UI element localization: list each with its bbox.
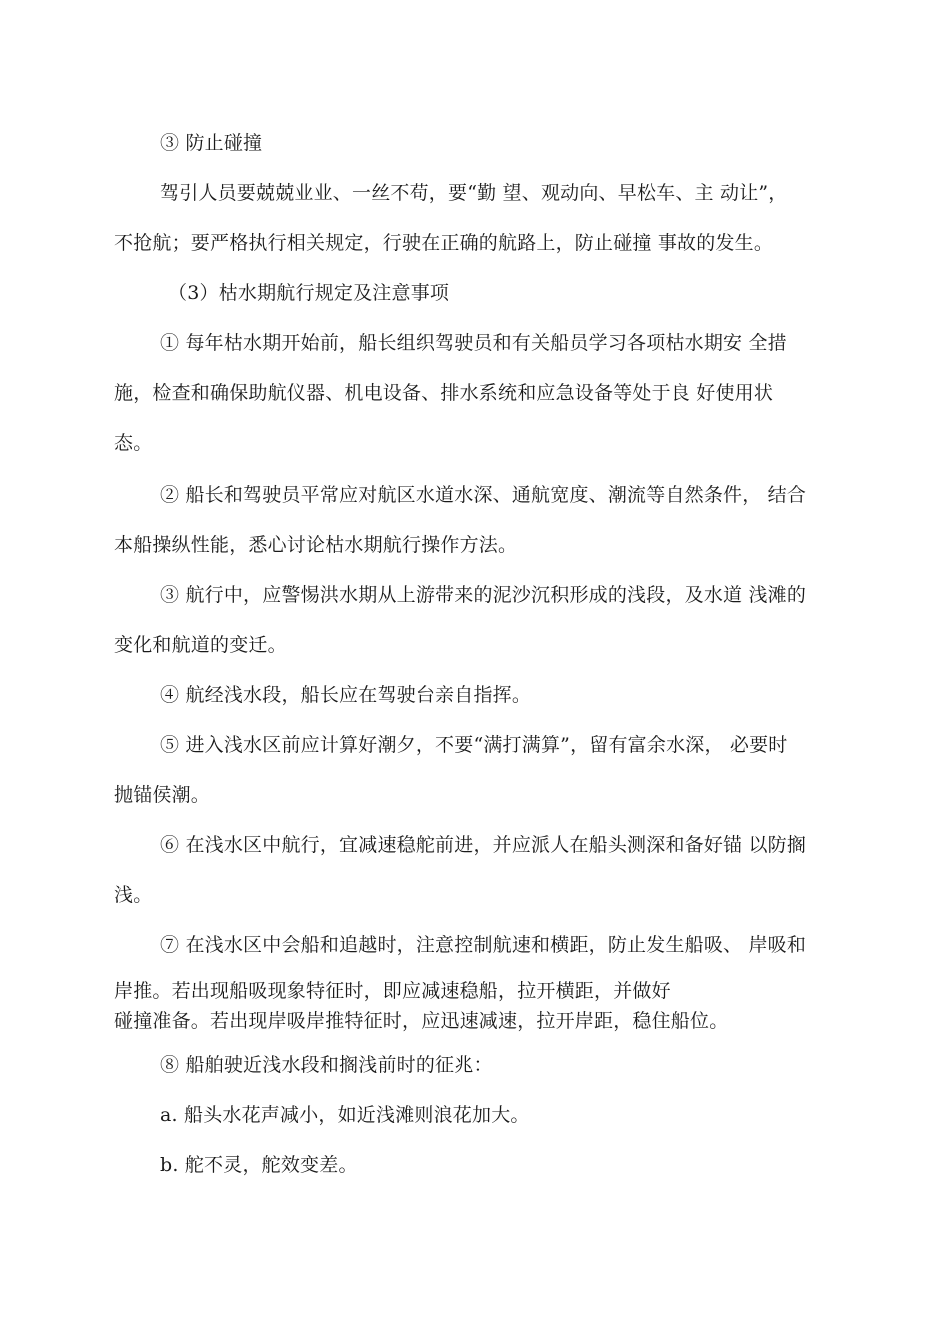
paragraph-line: ① 每年枯水期开始前，船长组织驾驶员和有关船员学习各项枯水期安 全措 bbox=[160, 332, 787, 354]
paragraph-line: 本船操纵性能，悉心讨论枯水期航行操作方法。 bbox=[114, 534, 518, 556]
paragraph-line: 态。 bbox=[114, 432, 153, 454]
paragraph-line: 岸推。若出现船吸现象特征时，即应减速稳船，拉开横距，并做好 bbox=[114, 980, 671, 1002]
paragraph-line: 抛锚侯潮。 bbox=[114, 784, 211, 806]
paragraph-line: 变化和航道的变迁。 bbox=[114, 634, 287, 656]
paragraph-line: 浅。 bbox=[114, 884, 153, 906]
paragraph-line: ③ 航行中，应警惕洪水期从上游带来的泥沙沉积形成的浅段，及水道 浅滩的 bbox=[160, 584, 807, 606]
list-item-b: b. 舵不灵，舵效变差。 bbox=[160, 1154, 358, 1176]
paragraph-line: 不抢航；要严格执行相关规定，行驶在正确的航路上，防止碰撞 事故的发生。 bbox=[114, 232, 774, 254]
list-item-a: a. 船头水花声减小，如近浅滩则浪花加大。 bbox=[160, 1104, 530, 1126]
heading-prevent-collision: ③ 防止碰撞 bbox=[160, 132, 263, 154]
paragraph-line: 驾引人员要兢兢业业、一丝不苟，要“勤 望、观动向、早松车、主 动让”， bbox=[160, 182, 788, 204]
paragraph-line: ④ 航经浅水段，船长应在驾驶台亲自指挥。 bbox=[160, 684, 532, 706]
paragraph-line: ⑧ 船舶驶近浅水段和搁浅前时的征兆： bbox=[160, 1054, 493, 1076]
paragraph-line: 施，检查和确保助航仪器、机电设备、排水系统和应急设备等处于良 好使用状 bbox=[114, 382, 774, 404]
paragraph-line: ⑦ 在浅水区中会船和追越时，注意控制航速和横距，防止发生船吸、 岸吸和 bbox=[160, 934, 807, 956]
paragraph-line: ② 船长和驾驶员平常应对航区水道水深、通航宽度、潮流等自然条件， 结合 bbox=[160, 484, 807, 506]
paragraph-line: 碰撞准备。若出现岸吸岸推特征时，应迅速减速，拉开岸距，稳住船位。 bbox=[114, 1010, 729, 1032]
paragraph-line: ⑤ 进入浅水区前应计算好潮夕，不要“满打满算”，留有富余水深， 必要时 bbox=[160, 734, 788, 756]
section-heading-low-water: （3）枯水期航行规定及注意事项 bbox=[168, 282, 450, 304]
paragraph-line: ⑥ 在浅水区中航行，宜减速稳舵前进，并应派人在船头测深和备好锚 以防搁 bbox=[160, 834, 807, 856]
